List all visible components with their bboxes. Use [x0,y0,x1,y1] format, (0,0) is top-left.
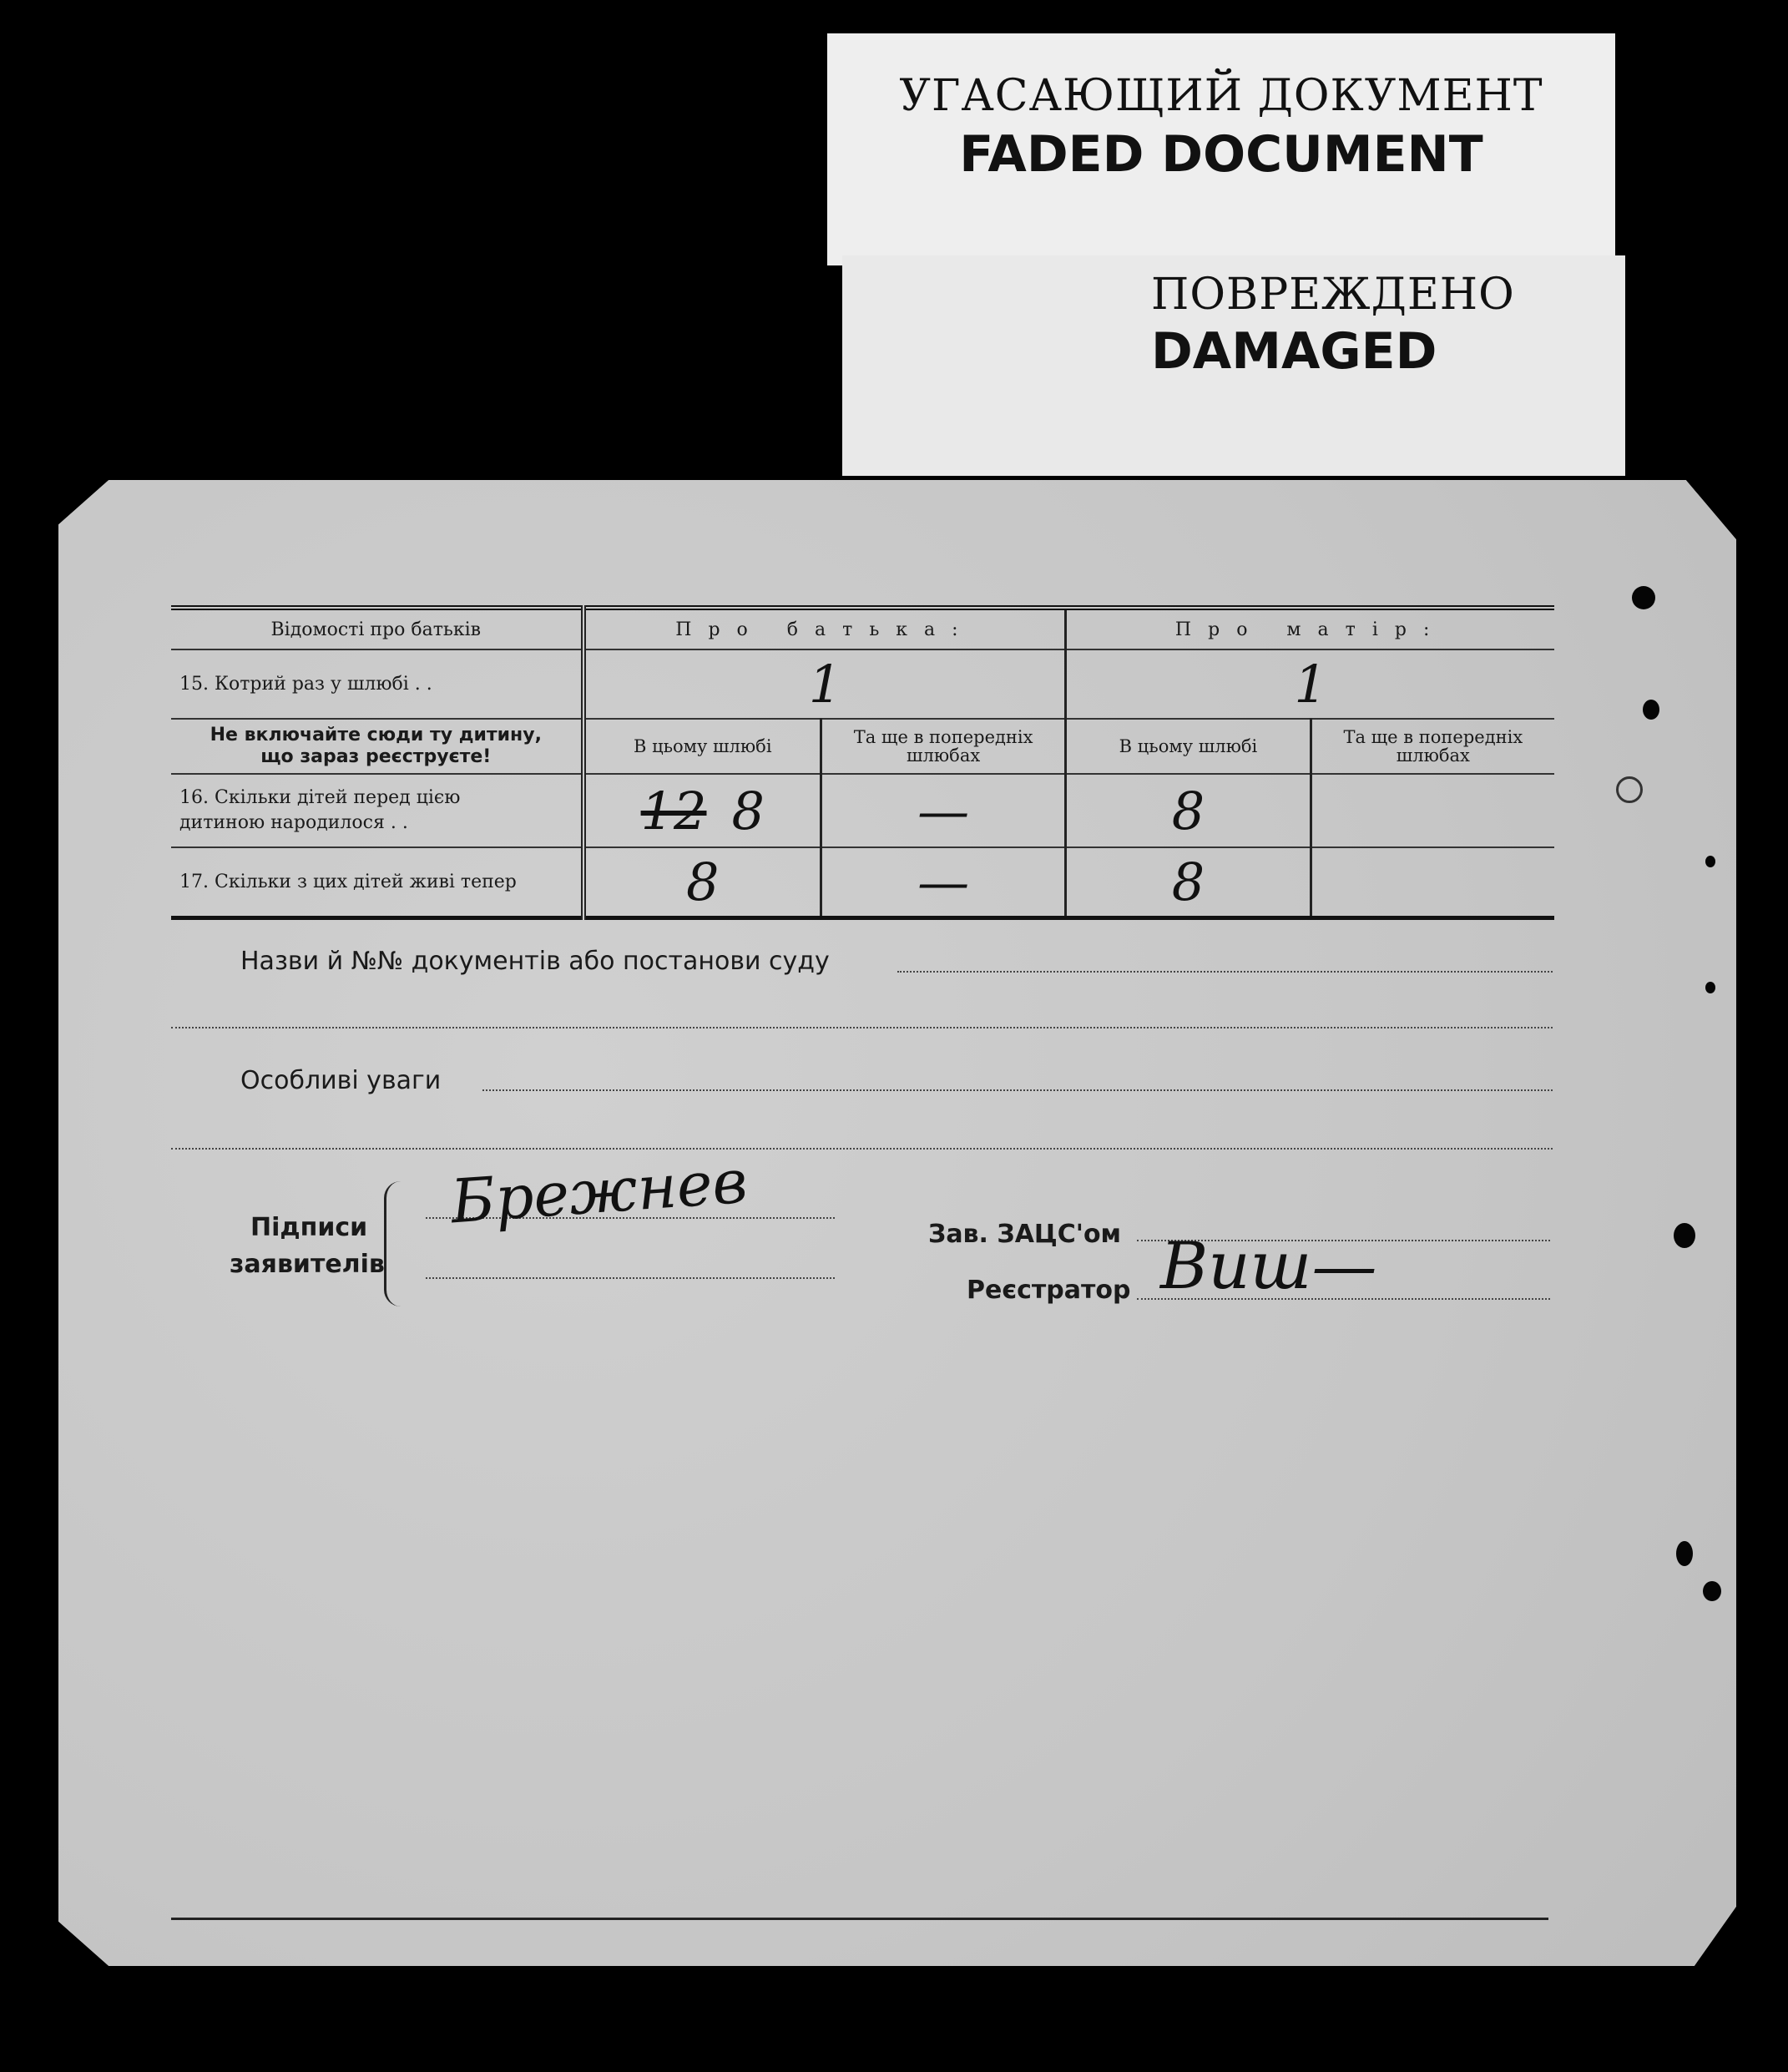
row16-father-value: 8 [731,780,765,841]
row16-label-line1: 16. Скільки дітей перед цією [179,787,461,808]
row16-label-line2: дитиною народилося . . [179,812,408,833]
applicant-signature-line-2 [426,1277,835,1279]
faded-document-label [827,33,1615,265]
documents-line-2 [171,1027,1553,1028]
row15-mother: 1 [1066,649,1554,719]
header-mother: Про матір: [1066,608,1554,649]
punch-hole [1705,982,1715,993]
row15-label: 15. Котрий раз у шлюбі . . [171,649,583,719]
punch-hole [1643,700,1659,720]
applicant-signature: Брежнев [448,1145,750,1237]
header-parents-info: Відомості про батьків [171,608,583,649]
punch-hole [1674,1223,1695,1248]
row16-mother-this: 8 [1066,774,1311,847]
bottom-rule [171,1918,1548,1920]
punch-hole [1676,1541,1693,1566]
father-previous-header: Та ще в попередніх шлюбах [821,719,1065,774]
father-this-marriage-header: В цьому шлюбі [583,719,821,774]
registrar-signature: Виш— [1160,1229,1377,1304]
remarks-line [482,1089,1553,1091]
damaged-label-en: DAMAGED [1151,322,1437,381]
punch-hole [1632,586,1655,609]
signatures-brace [384,1181,403,1306]
row16-mother-prev [1311,774,1554,847]
row17-father-this: 8 [583,847,821,918]
remarks-label: Особливі уваги [240,1066,442,1095]
row16-father-this [583,774,821,847]
mother-this-marriage-header: В цьому шлюбі [1066,719,1311,774]
row17-mother-this: 8 [1066,847,1311,918]
damaged-label [842,255,1625,476]
row16-father-struck-value: 12 [640,780,707,841]
remarks-line-2 [171,1148,1553,1150]
exclusion-note [171,719,583,774]
header-father: Про батька: [583,608,1066,649]
row15-father: 1 [583,649,1066,719]
signatures-label-2: заявителів [230,1250,385,1279]
row16-label [171,774,583,847]
row17-label: 17. Скільки з цих дітей живі тепер [171,847,583,918]
documents-label: Назви й №№ документів або постанови суду [240,947,830,976]
faded-label-ru: УГАСАЮЩИЙ ДОКУМЕНТ [899,71,1543,121]
punch-hole [1705,856,1715,867]
row17-father-prev: — [821,847,1065,918]
documents-line [897,971,1553,973]
faded-label-en: FADED DOCUMENT [959,125,1483,184]
exclusion-note-line2: що зараз реєструєте! [260,746,492,767]
punch-hole [1703,1581,1721,1601]
parents-info-table [171,605,1554,920]
punch-hole [1616,776,1643,803]
registrar-label: Реєстратор [967,1276,1131,1305]
mother-previous-header: Та ще в попередніх шлюбах [1311,719,1554,774]
row17-mother-prev [1311,847,1554,918]
row16-father-prev: — [821,774,1065,847]
head-label: Зав. ЗАЦС'ом [928,1220,1122,1249]
exclusion-note-line1: Не включайте сюди ту дитину, [210,725,542,745]
signatures-label-1: Підписи [250,1213,368,1242]
damaged-label-ru: ПОВРЕЖДЕНО [1151,270,1515,320]
